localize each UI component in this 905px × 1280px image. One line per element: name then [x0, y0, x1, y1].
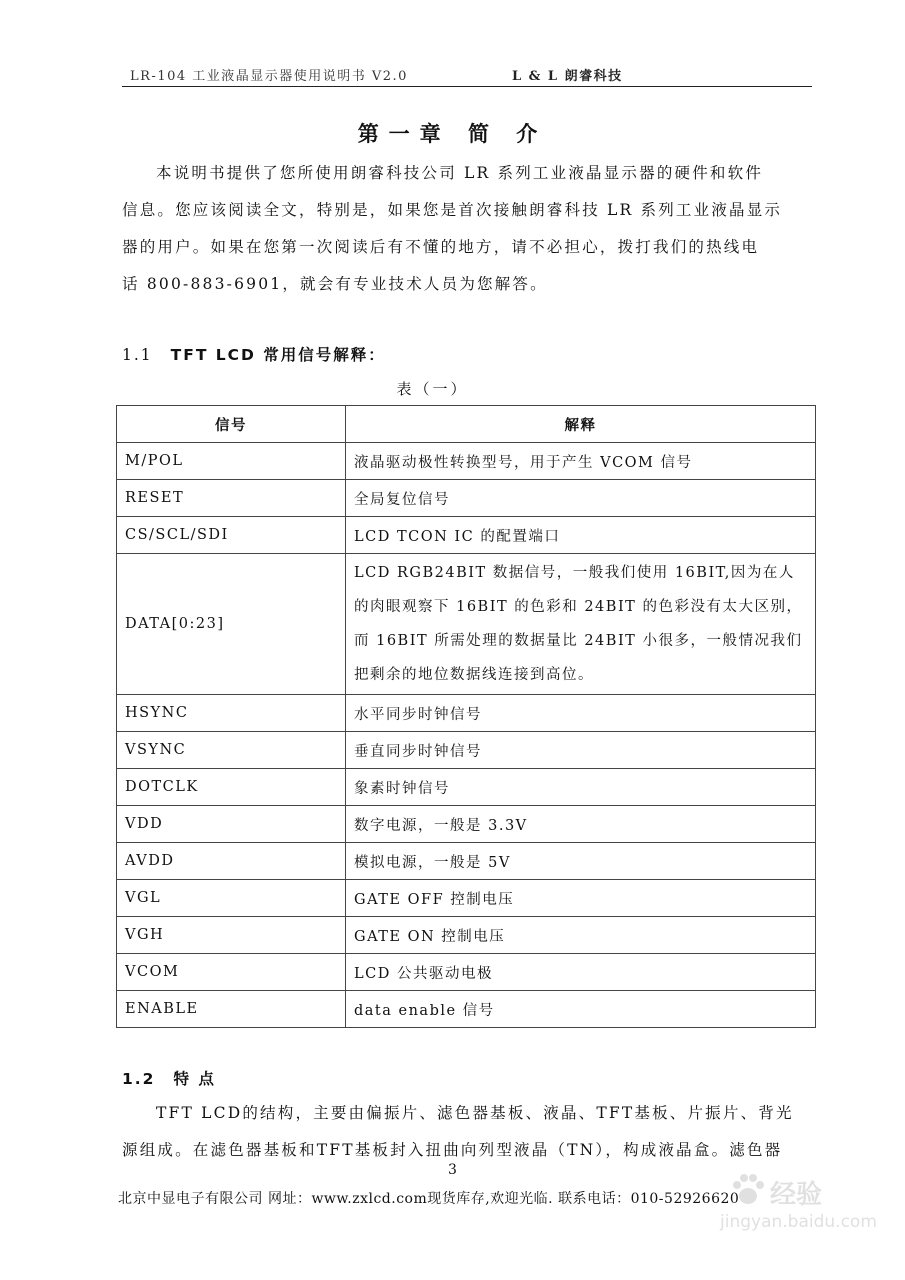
- intro-line: 器的用户。如果在您第一次阅读后有不懂的地方，请不必担心，拨打我们的热线电: [122, 238, 760, 256]
- description-cell: LCD RGB24BIT 数据信号，一般我们使用 16BIT,因为在人的肉眼观察下 16BIT 的色彩和 24BIT 的色彩没有太大区别，而 16BIT 所需处理的数据量比 24BIT 小很多，一般情况我们把剩余的地位数据线连接到高位。: [346, 554, 816, 695]
- signal-cell: AVDD: [117, 843, 346, 880]
- table-header-row: [117, 406, 816, 443]
- section-title: 特 点: [173, 1070, 216, 1088]
- signal-cell: HSYNC: [117, 695, 346, 732]
- table-row: [117, 517, 816, 554]
- signal-table: [116, 405, 816, 1028]
- description-cell: 水平同步时钟信号: [346, 695, 816, 732]
- description-cell: GATE OFF 控制电压: [346, 880, 816, 917]
- description-cell: LCD TCON IC 的配置端口: [346, 517, 816, 554]
- signal-cell: DOTCLK: [117, 769, 346, 806]
- table-row: [117, 806, 816, 843]
- watermark-name: 经验: [770, 1180, 823, 1210]
- intro-line: 信息。您应该阅读全文，特别是，如果您是首次接触朗睿科技 LR 系列工业液晶显示: [122, 201, 783, 219]
- table-row: [117, 843, 816, 880]
- table-row: [117, 695, 816, 732]
- signal-cell: CS/SCL/SDI: [117, 517, 346, 554]
- section-heading-1-2: [122, 1067, 216, 1089]
- chapter-title: 第一章 简 介: [357, 122, 548, 146]
- signal-cell: VSYNC: [117, 732, 346, 769]
- paw-logo-icon: [730, 1172, 766, 1208]
- table-row: [117, 954, 816, 991]
- watermark-url: jingyan.baidu.com: [720, 1212, 877, 1232]
- description-cell: 垂直同步时钟信号: [346, 732, 816, 769]
- header-doc-title: LR-104 工业液晶显示器使用说明书 V2.0: [130, 69, 408, 84]
- table-row: [117, 991, 816, 1028]
- signal-cell: VGL: [117, 880, 346, 917]
- description-cell: 全局复位信号: [346, 480, 816, 517]
- description-cell: 数字电源，一般是 3.3V: [346, 806, 816, 843]
- description-cell: 象素时钟信号: [346, 769, 816, 806]
- column-header-description: 解释: [346, 406, 816, 443]
- section-number: 1.1: [122, 346, 153, 364]
- table-row: [117, 480, 816, 517]
- table-row: [117, 880, 816, 917]
- table-row: [117, 769, 816, 806]
- section-title: TFT LCD 常用信号解释：: [170, 346, 386, 364]
- description-cell: data enable 信号: [346, 991, 816, 1028]
- page-number: 3: [448, 1162, 457, 1178]
- description-cell: 液晶驱动极性转换型号，用于产生 VCOM 信号: [346, 443, 816, 480]
- description-cell: GATE ON 控制电压: [346, 917, 816, 954]
- description-cell: LCD 公共驱动电极: [346, 954, 816, 991]
- signal-cell: ENABLE: [117, 991, 346, 1028]
- header-company: L & L 朗睿科技: [512, 69, 623, 84]
- signal-cell: RESET: [117, 480, 346, 517]
- intro-line: 本说明书提供了您所使用朗睿科技公司 LR 系列工业液晶显示器的硬件和软件: [156, 164, 764, 182]
- table-caption: 表（一）: [396, 380, 469, 398]
- page-footer: 北京中显电子有限公司 网址：www.zxlcd.com现货库存,欢迎光临. 联系电话：010-52926620: [118, 1191, 740, 1207]
- section-number: 1.2: [122, 1070, 156, 1088]
- table-row: [117, 917, 816, 954]
- signal-cell: VGH: [117, 917, 346, 954]
- signal-cell: M/POL: [117, 443, 346, 480]
- table-row: [117, 732, 816, 769]
- signal-cell: VCOM: [117, 954, 346, 991]
- signal-cell: VDD: [117, 806, 346, 843]
- page-header: [122, 64, 812, 87]
- description-cell: 模拟电源，一般是 5V: [346, 843, 816, 880]
- features-line: 源组成。在滤色器基板和TFT基板封入扭曲向列型液晶（TN），构成液晶盒。滤色器: [122, 1141, 783, 1159]
- section-heading-1-1: [122, 343, 386, 365]
- table-row: [117, 554, 816, 695]
- signal-cell: DATA[0:23]: [117, 554, 346, 695]
- features-line: TFT LCD的结构，主要由偏振片、滤色器基板、液晶、TFT基板、片振片、背光: [156, 1104, 794, 1122]
- intro-line: 话 800-883-6901，就会有专业技术人员为您解答。: [122, 275, 548, 293]
- column-header-signal: 信号: [117, 406, 346, 443]
- intro-paragraph: [122, 155, 812, 303]
- table-row: [117, 443, 816, 480]
- watermark: [720, 1172, 880, 1242]
- features-paragraph: [122, 1095, 812, 1169]
